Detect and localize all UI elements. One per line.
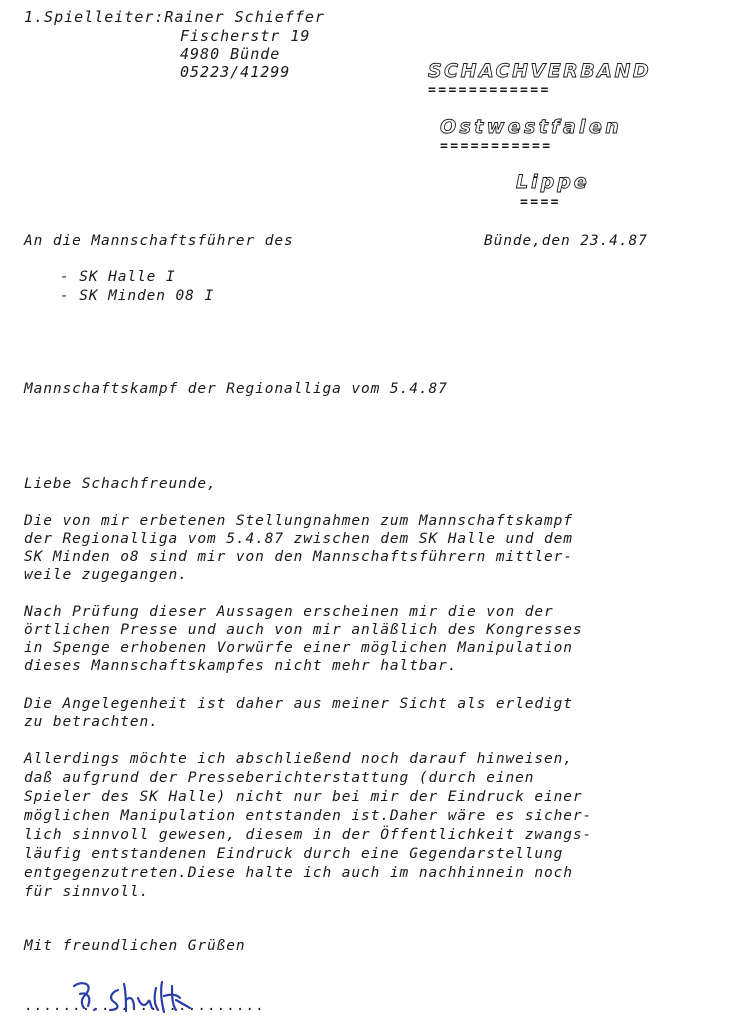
signature-dots: .........................: [24, 998, 265, 1014]
body-line: in Spenge erhobenen Vorwürfe einer möglichen Manipulation: [24, 640, 573, 656]
body-line: daß aufgrund der Presseberichterstattung (durch einen: [24, 770, 535, 786]
letterhead-line3: Lippe: [516, 171, 590, 193]
recipient-item: - SK Minden 08 I: [60, 288, 215, 304]
sender-phone: 05223/41299: [180, 63, 291, 81]
body-line: Allerdings möchte ich abschließend noch darauf hinweisen,: [24, 751, 573, 767]
recipients-intro: An die Mannschaftsführer des: [24, 233, 294, 249]
sender-city: 4980 Bünde: [180, 45, 281, 63]
body-line: zu betrachten.: [24, 714, 159, 730]
signature-block: [24, 978, 324, 1018]
body-line: Spieler des SK Halle) nicht nur bei mir der Eindruck einer: [24, 789, 583, 805]
body-line: Die Angelegenheit ist daher aus meiner Sicht als erledigt: [24, 696, 573, 712]
body-line: läufig entstandenen Eindruck durch eine Gegendarstellung: [24, 846, 564, 862]
body-line: der Regionalliga vom 5.4.87 zwischen dem SK Halle und dem: [24, 531, 573, 547]
sender-role-name: 1.Spielleiter:Rainer Schieffer: [24, 8, 325, 26]
letterhead-line1: SCHACHVERBAND: [428, 60, 652, 82]
recipient-item: - SK Halle I: [60, 269, 176, 285]
subject-line: Mannschaftskampf der Regionalliga vom 5.4.87: [24, 381, 448, 397]
body-line: für sinnvoll.: [24, 884, 150, 900]
body-line: dieses Mannschaftskampfes nicht mehr haltbar.: [24, 658, 458, 674]
letterhead-underline2: ===========: [440, 139, 553, 154]
greeting: Liebe Schachfreunde,: [24, 476, 217, 492]
body-line: Die von mir erbetenen Stellungnahmen zum Mannschaftskampf: [24, 513, 573, 529]
closing: Mit freundlichen Grüßen: [24, 938, 246, 954]
body-line: weile zugegangen.: [24, 567, 188, 583]
body-line: möglichen Manipulation entstanden ist.Daher wäre es sicher-: [24, 808, 593, 824]
handwritten-signature: [68, 978, 238, 1018]
body-line: SK Minden o8 sind mir von den Mannschaftsführern mittler-: [24, 549, 573, 565]
body-line: lich sinnvoll gewesen, diesem in der Öffentlichkeit zwangs-: [24, 827, 593, 843]
body-line: entgegenzutreten.Diese halte ich auch im nachhinnein noch: [24, 865, 573, 881]
letterhead-line2: Ostwestfalen: [440, 116, 623, 138]
letterhead-underline1: ============: [428, 83, 551, 98]
body-line: Nach Prüfung dieser Aussagen erscheinen mir die von der: [24, 604, 554, 620]
letterhead-underline3: ====: [520, 195, 561, 210]
date-line: Bünde,den 23.4.87: [484, 233, 648, 249]
sender-street: Fischerstr 19: [180, 27, 311, 45]
body-line: örtlichen Presse und auch von mir anläßlich des Kongresses: [24, 622, 583, 638]
